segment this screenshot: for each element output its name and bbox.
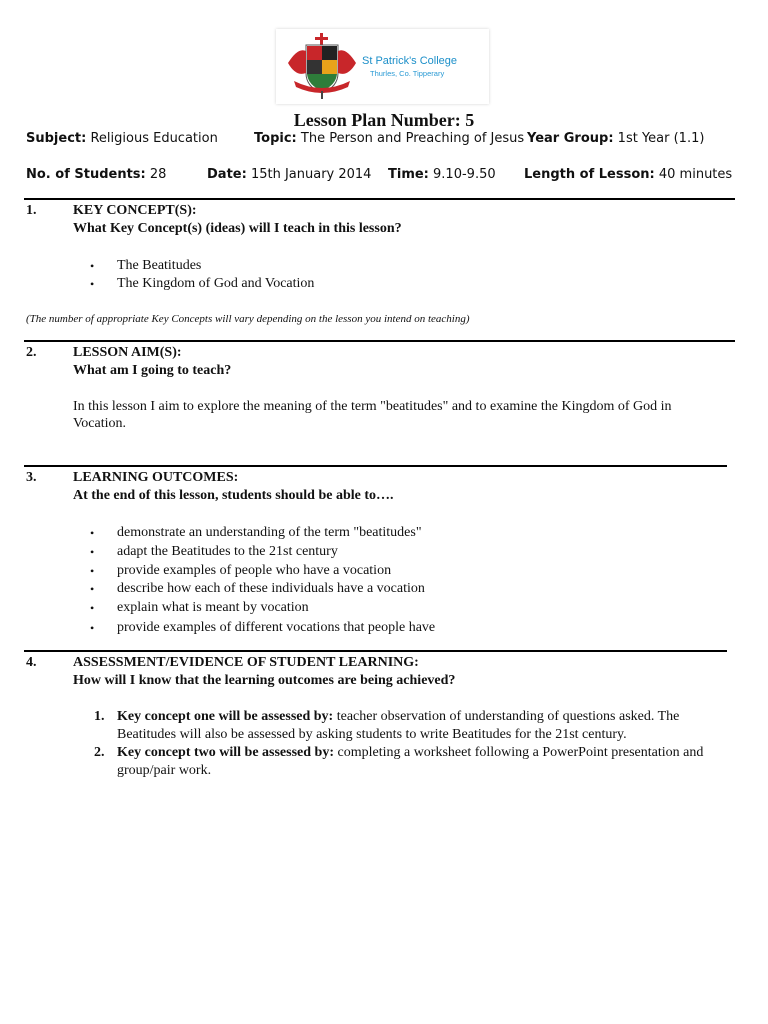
section-1-number: 1. [26,203,37,218]
assessment-item-lead: Key concept one will be assessed by: [117,709,334,724]
subject-label: Subject: [26,131,87,146]
bullet-glyph: • [90,601,95,615]
students-field [26,167,166,182]
key-concept-item: The Kingdom of God and Vocation [117,276,315,291]
bullet-glyph: • [90,259,95,273]
divider [24,340,735,342]
section-2-heading: LESSON AIM(S): [73,345,182,360]
time-value: 9.10-9.50 [433,167,496,182]
year-group-label: Year Group: [527,131,614,146]
bullet-glyph: • [90,582,95,596]
bullet-glyph: • [90,277,95,291]
topic-field [254,131,524,146]
assessment-item-text: teacher observation of understanding of questions asked. The Beatitudes will also be assessed by asking students to write Beatitudes for the 21st century. [117,709,680,742]
section-3-number: 3. [26,470,37,485]
lesson-aim-text-line: Vocation. [73,416,127,431]
section-2-number: 2. [26,345,37,360]
section-1-note: (The number of appropriate Key Concepts will vary depending on the lesson you intend on teaching) [26,313,470,325]
date-field [207,167,371,182]
section-4-heading: ASSESSMENT/EVIDENCE OF STUDENT LEARNING: [73,655,419,670]
students-label: No. of Students: [26,167,146,182]
date-label: Date: [207,167,247,182]
section-4-number: 4. [26,655,37,670]
subject-field [26,131,218,146]
outcome-item: adapt the Beatitudes to the 21st century [117,544,338,559]
date-value: 15th January 2014 [250,167,372,182]
college-location: Thurles, Co. Tipperary [370,69,445,78]
crest-icon [284,33,360,99]
bullet-glyph: • [90,545,95,559]
assessment-item-number: 1. [94,709,105,724]
time-label: Time: [388,167,429,182]
divider [24,465,727,467]
time-field [388,167,496,182]
divider [24,650,727,652]
assessment-item-lead: Key concept two will be assessed by: [117,745,334,760]
outcome-item: provide examples of people who have a vocation [117,563,392,578]
outcome-item: demonstrate an understanding of the term "beatitudes" [117,525,422,540]
divider [24,198,735,200]
assessment-item-text: completing a worksheet following a PowerPoint presentation and group/pair work. [117,745,704,778]
assessment-item [117,744,732,779]
college-name: St Patrick's College [362,55,458,67]
topic-value: The Person and Preaching of Jesus [300,131,525,146]
year-group-value: 1st Year (1.1) [617,131,705,146]
assessment-item [117,708,732,743]
bullet-glyph: • [90,526,95,540]
length-value: 40 minutes [658,167,733,182]
page-title: Lesson Plan Number: 5 [293,110,475,130]
section-1-question: What Key Concept(s) (ideas) will I teach in this lesson? [73,221,402,236]
section-1-heading: KEY CONCEPT(S): [73,203,197,218]
assessment-item-number: 2. [94,745,105,760]
outcome-item: provide examples of different vocations that people have [117,620,436,635]
outcome-item: describe how each of these individuals have a vocation [117,581,425,596]
lesson-aim-text-line: In this lesson I aim to explore the meaning of the term "beatitudes" and to examine the Kingdom of God in [73,399,672,414]
topic-label: Topic: [254,131,297,146]
section-2-question: What am I going to teach? [73,363,232,378]
section-4-question: How will I know that the learning outcomes are being achieved? [73,673,456,688]
outcome-item: explain what is meant by vocation [117,600,309,615]
bullet-glyph: • [90,564,95,578]
year-group-field [527,131,704,146]
section-3-heading: LEARNING OUTCOMES: [73,470,239,485]
students-value: 28 [149,167,167,182]
section-3-question: At the end of this lesson, students should be able to…. [73,488,394,503]
college-logo [276,29,489,104]
length-label: Length of Lesson: [524,167,655,182]
subject-value: Religious Education [90,131,218,146]
length-field [524,167,732,182]
key-concept-item: The Beatitudes [117,258,202,273]
bullet-glyph: • [90,621,95,635]
